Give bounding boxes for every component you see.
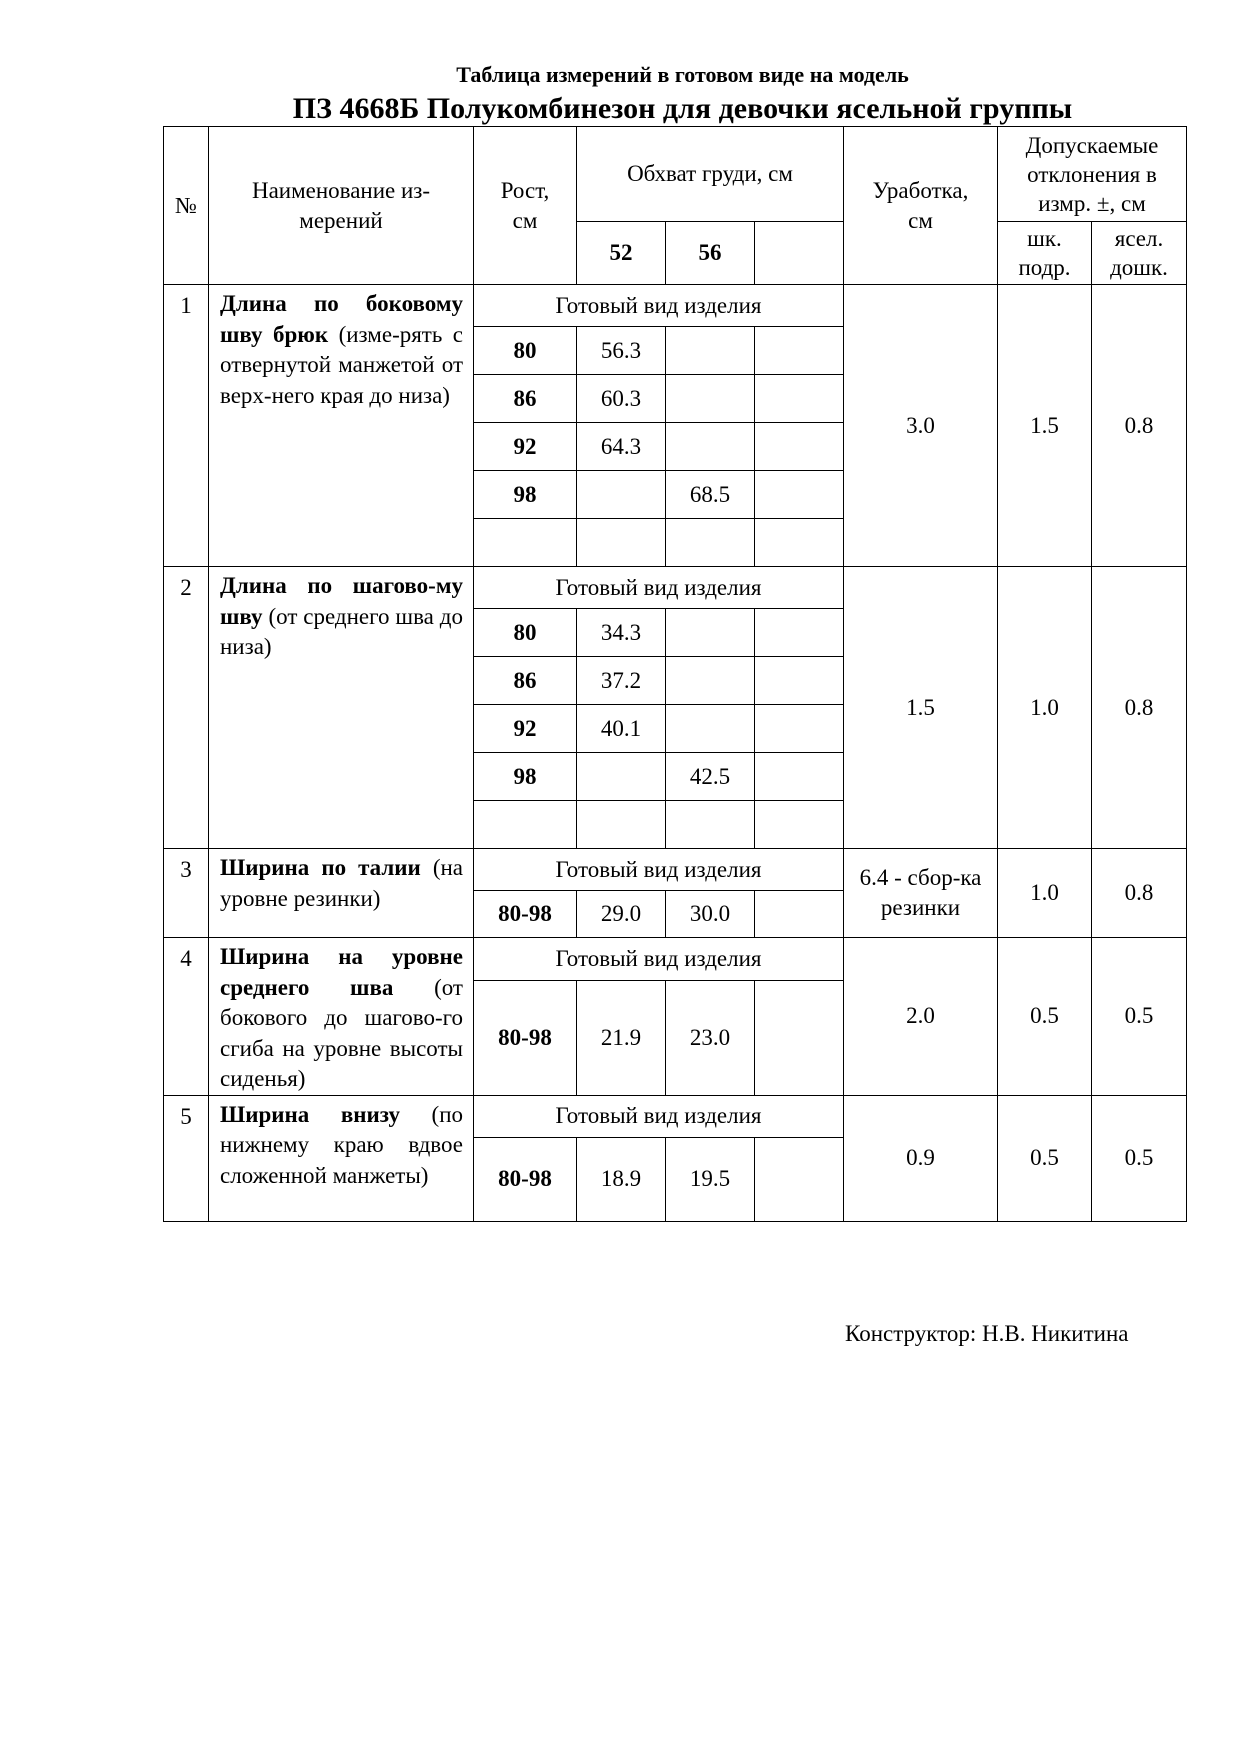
measurement-name bbox=[209, 938, 474, 1096]
chest-extra-value bbox=[755, 519, 844, 567]
tol-nursery-value: 0.5 bbox=[1092, 938, 1187, 1096]
measurement-name-bold: Ширина внизу bbox=[220, 1101, 401, 1127]
rost-value bbox=[474, 801, 577, 849]
chest-52-value: 64.3 bbox=[577, 423, 666, 471]
chest-52-value bbox=[577, 753, 666, 801]
header-rost: Рост, см bbox=[474, 127, 577, 285]
header-name: Наименование из-мерений bbox=[209, 127, 474, 285]
rost-value: 80 bbox=[474, 327, 577, 375]
measurements-table bbox=[163, 126, 1187, 1222]
chest-56-value bbox=[666, 375, 755, 423]
chest-extra-value bbox=[755, 801, 844, 849]
ready-label: Готовый вид изделия bbox=[474, 849, 844, 891]
rost-value: 80-98 bbox=[474, 1137, 577, 1221]
chest-56-value bbox=[666, 657, 755, 705]
rost-value: 92 bbox=[474, 423, 577, 471]
urabotka-value: 6.4 - сбор-ка резинки bbox=[844, 849, 998, 938]
tol-nursery-value: 0.5 bbox=[1092, 1095, 1187, 1221]
header-chest-52: 52 bbox=[577, 222, 666, 285]
chest-56-value bbox=[666, 705, 755, 753]
chest-56-value bbox=[666, 801, 755, 849]
rost-value bbox=[474, 519, 577, 567]
measurement-name-bold: Ширина на уровне среднего шва bbox=[220, 944, 463, 1000]
rost-value: 80 bbox=[474, 609, 577, 657]
measurement-name-bold: Длина по шагово-му шву bbox=[220, 573, 463, 629]
rost-value: 98 bbox=[474, 471, 577, 519]
tol-school-value: 1.5 bbox=[998, 285, 1092, 567]
chest-52-value: 18.9 bbox=[577, 1137, 666, 1221]
tol-school-value: 1.0 bbox=[998, 849, 1092, 938]
measurement-name-rest: (изме-рять с отвернутой манжетой от верх-него края до низа) bbox=[220, 321, 463, 408]
measurement-name-rest: (на уровне резинки) bbox=[220, 855, 463, 911]
header-tol-nursery: ясел. дошк. bbox=[1092, 222, 1187, 285]
measurement-name-rest: (от бокового до шагово-го сгиба на уровне высоты сиденья) bbox=[220, 974, 463, 1091]
ready-label: Готовый вид изделия bbox=[474, 567, 844, 609]
chest-52-value: 21.9 bbox=[577, 980, 666, 1095]
chest-56-value: 68.5 bbox=[666, 471, 755, 519]
measurement-name bbox=[209, 1095, 474, 1221]
urabotka-value: 3.0 bbox=[844, 285, 998, 567]
rost-value: 80-98 bbox=[474, 980, 577, 1095]
tol-nursery-value: 0.8 bbox=[1092, 849, 1187, 938]
header-number: № bbox=[164, 127, 209, 285]
chest-52-value bbox=[577, 471, 666, 519]
rost-value: 98 bbox=[474, 753, 577, 801]
urabotka-value: 2.0 bbox=[844, 938, 998, 1096]
chest-56-value bbox=[666, 519, 755, 567]
chest-52-value bbox=[577, 801, 666, 849]
chest-56-value: 42.5 bbox=[666, 753, 755, 801]
ready-label: Готовый вид изделия bbox=[474, 285, 844, 327]
ready-label: Готовый вид изделия bbox=[474, 1095, 844, 1137]
measurement-name bbox=[209, 849, 474, 938]
chest-extra-value bbox=[755, 609, 844, 657]
rost-value: 86 bbox=[474, 375, 577, 423]
row-number: 5 bbox=[164, 1095, 209, 1221]
tol-nursery-value: 0.8 bbox=[1092, 567, 1187, 849]
header-chest-56: 56 bbox=[666, 222, 755, 285]
header-chest-extra bbox=[755, 222, 844, 285]
chest-56-value bbox=[666, 327, 755, 375]
header-chest: Обхват груди, см bbox=[577, 127, 844, 222]
chest-56-value: 19.5 bbox=[666, 1137, 755, 1221]
rost-value: 92 bbox=[474, 705, 577, 753]
document-subtitle: ПЗ 4668Б Полукомбинезон для девочки ясельной группы bbox=[292, 92, 1073, 125]
chest-56-value: 23.0 bbox=[666, 980, 755, 1095]
measurement-name-rest: (по нижнему краю вдвое сложенной манжеты) bbox=[220, 1101, 463, 1188]
chest-extra-value bbox=[755, 423, 844, 471]
chest-52-value: 34.3 bbox=[577, 609, 666, 657]
measurement-name-bold: Длина по боковому шву брюк bbox=[220, 291, 463, 347]
measurement-name bbox=[209, 285, 474, 567]
ready-label: Готовый вид изделия bbox=[474, 938, 844, 981]
measurement-name-rest: (от среднего шва до низа) bbox=[220, 603, 463, 659]
chest-extra-value bbox=[755, 753, 844, 801]
chest-52-value: 29.0 bbox=[577, 891, 666, 938]
urabotka-value: 0.9 bbox=[844, 1095, 998, 1221]
row-number: 1 bbox=[164, 285, 209, 567]
urabotka-value: 1.5 bbox=[844, 567, 998, 849]
chest-52-value: 56.3 bbox=[577, 327, 666, 375]
tol-school-value: 0.5 bbox=[998, 938, 1092, 1096]
chest-extra-value bbox=[755, 375, 844, 423]
chest-52-value: 37.2 bbox=[577, 657, 666, 705]
chest-56-value bbox=[666, 609, 755, 657]
chest-extra-value bbox=[755, 471, 844, 519]
chest-52-value bbox=[577, 519, 666, 567]
chest-extra-value bbox=[755, 980, 844, 1095]
chest-56-value: 30.0 bbox=[666, 891, 755, 938]
tol-nursery-value: 0.8 bbox=[1092, 285, 1187, 567]
chest-52-value: 60.3 bbox=[577, 375, 666, 423]
rost-value: 86 bbox=[474, 657, 577, 705]
document-title: Таблица измерений в готовом виде на модель bbox=[456, 62, 909, 87]
row-number: 3 bbox=[164, 849, 209, 938]
tol-school-value: 0.5 bbox=[998, 1095, 1092, 1221]
chest-52-value: 40.1 bbox=[577, 705, 666, 753]
chest-extra-value bbox=[755, 891, 844, 938]
chest-extra-value bbox=[755, 657, 844, 705]
header-tol-school: шк. подр. bbox=[998, 222, 1092, 285]
chest-extra-value bbox=[755, 327, 844, 375]
chest-extra-value bbox=[755, 1137, 844, 1221]
chest-extra-value bbox=[755, 705, 844, 753]
tol-school-value: 1.0 bbox=[998, 567, 1092, 849]
chest-56-value bbox=[666, 423, 755, 471]
header-tolerance: Допускаемые отклонения в измр. ±, см bbox=[998, 127, 1187, 222]
measurement-name bbox=[209, 567, 474, 849]
rost-value: 80-98 bbox=[474, 891, 577, 938]
row-number: 2 bbox=[164, 567, 209, 849]
signature: Конструктор: Н.В. Никитина bbox=[845, 1321, 1129, 1346]
row-number: 4 bbox=[164, 938, 209, 1096]
header-urabotka: Уработка, см bbox=[844, 127, 998, 285]
measurement-name-bold: Ширина по талии bbox=[220, 855, 421, 880]
